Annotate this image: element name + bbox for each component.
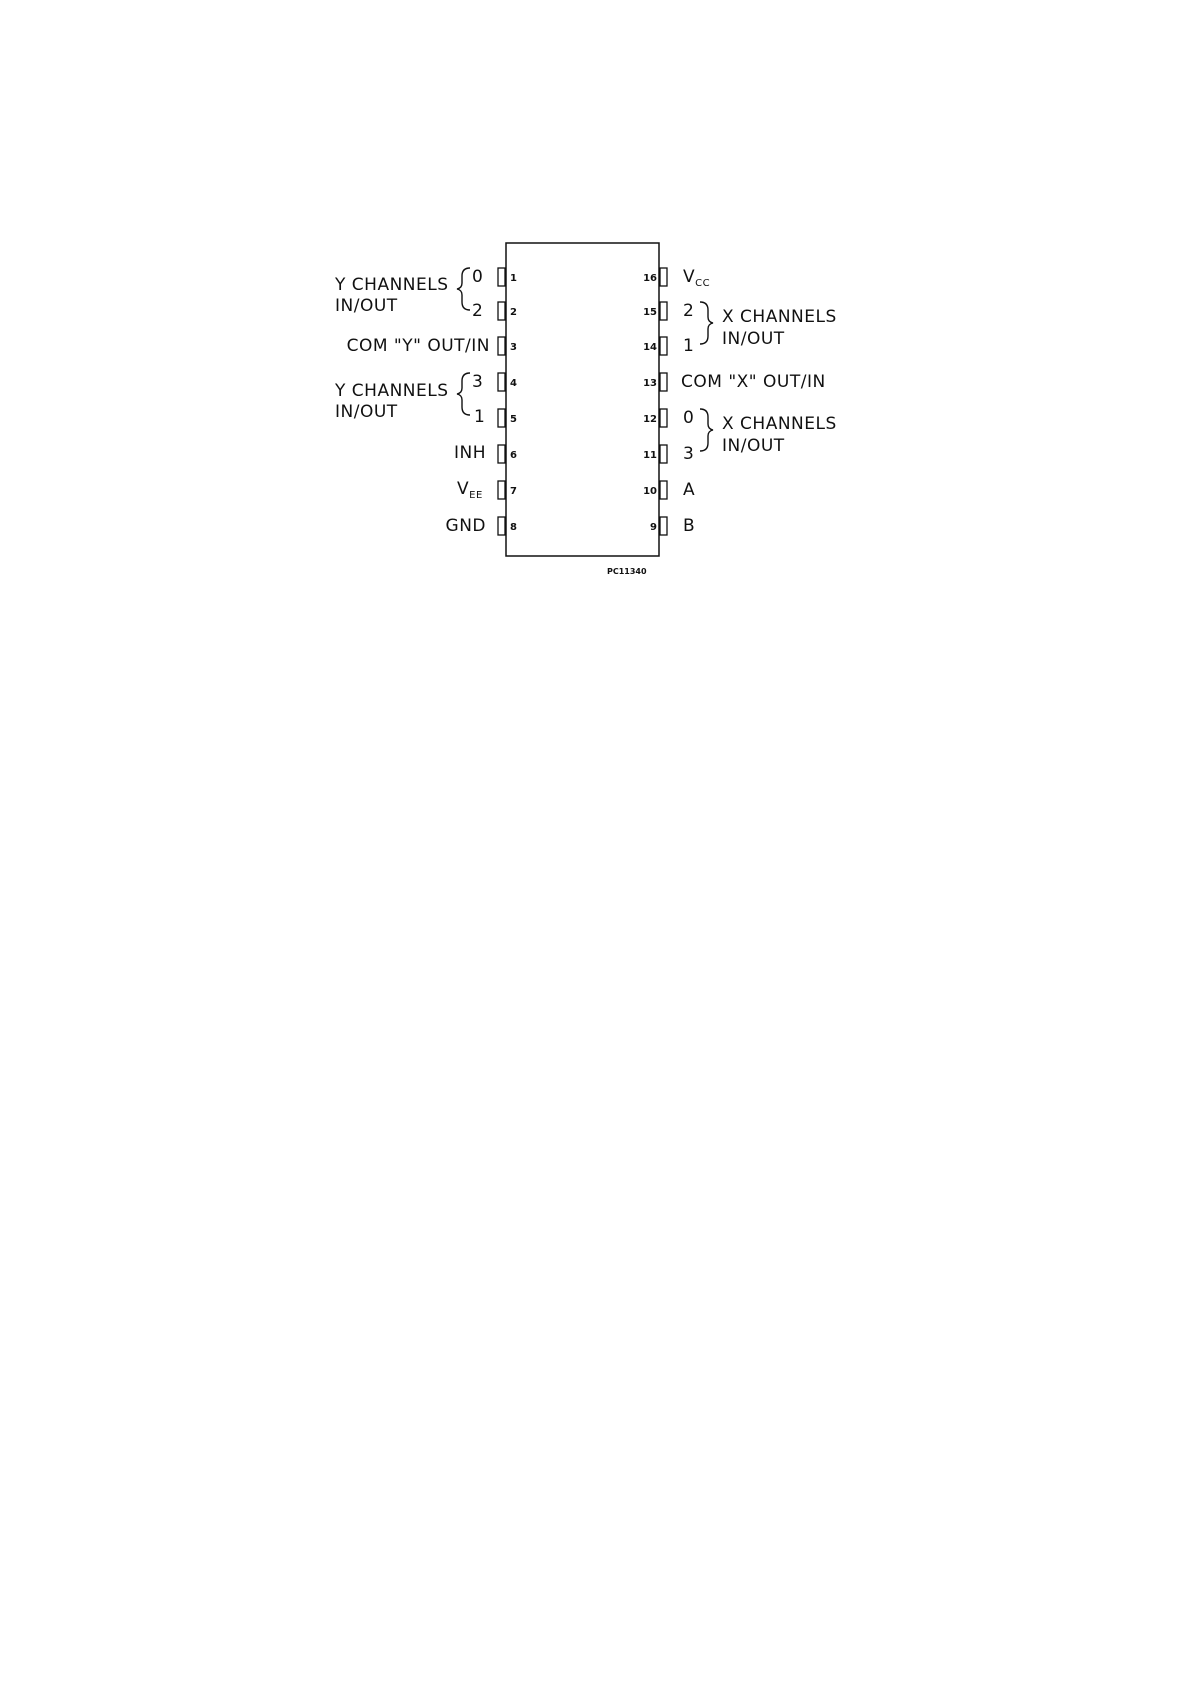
pin-7-label-sub: EE (469, 490, 483, 501)
pin-13-number: 13 (643, 378, 657, 389)
pin-3-number: 3 (510, 342, 517, 353)
x-upper-brace (700, 302, 713, 344)
pin-9-number: 9 (650, 522, 657, 533)
pin-1-label: 0 (472, 267, 484, 287)
figure-id: PC11340 (607, 567, 647, 576)
y-upper-group-line2: IN/OUT (335, 296, 398, 316)
y-upper-group-line1: Y CHANNELS (335, 275, 449, 295)
y-lower-group-line1: Y CHANNELS (335, 381, 449, 401)
pin-16-label (683, 267, 710, 289)
pin-15-number: 15 (643, 307, 657, 318)
pin-15-stub (660, 302, 667, 320)
pin-4-stub (498, 373, 505, 391)
x-lower-group-line2: IN/OUT (722, 436, 785, 456)
pin-16-number: 16 (643, 273, 657, 284)
x-upper-group-label (722, 307, 837, 349)
pin-13-stub (660, 373, 667, 391)
y-lower-group-line2: IN/OUT (335, 402, 398, 422)
pin-9-label: B (683, 516, 696, 536)
pin-11-label: 3 (683, 444, 695, 464)
pin-3-stub (498, 337, 505, 355)
pin-2-label: 2 (472, 301, 484, 321)
pin-7-stub (498, 481, 505, 499)
pin-16-label-main: V (683, 267, 696, 287)
pin-11-number: 11 (643, 450, 657, 461)
pin-11-stub (660, 445, 667, 463)
pin-10-label: A (683, 480, 696, 500)
pin-2-number: 2 (510, 307, 517, 318)
x-lower-group-line1: X CHANNELS (722, 414, 837, 434)
pin-7-label-main: V (457, 479, 470, 499)
pin-10-stub (660, 481, 667, 499)
pin-6-label: INH (453, 443, 486, 463)
pin-4-number: 4 (510, 378, 517, 389)
pin-6-number: 6 (510, 450, 517, 461)
pin-14-label: 1 (683, 336, 695, 356)
pin-12-label: 0 (683, 408, 695, 428)
pin-12-stub (660, 409, 667, 427)
pin-4-label: 3 (472, 372, 484, 392)
x-upper-group-line1: X CHANNELS (722, 307, 837, 327)
pin-8-stub (498, 517, 505, 535)
pin-10-number: 10 (643, 486, 657, 497)
pin-9-stub (660, 517, 667, 535)
pin-16-label-sub: CC (695, 278, 711, 289)
pin-2-stub (498, 302, 505, 320)
pin-12-number: 12 (643, 414, 657, 425)
pin-5-stub (498, 409, 505, 427)
pin-5-number: 5 (510, 414, 517, 425)
y-upper-brace (457, 268, 470, 310)
right-pin-stubs (660, 268, 667, 535)
y-upper-group-label (334, 275, 449, 316)
pin-14-stub (660, 337, 667, 355)
x-lower-brace (700, 409, 713, 451)
x-lower-group-label (722, 414, 837, 456)
y-lower-group-label (334, 381, 449, 422)
y-lower-brace (457, 373, 470, 415)
x-upper-group-line2: IN/OUT (722, 329, 785, 349)
pin-15-label: 2 (683, 301, 695, 321)
pin-16-stub (660, 268, 667, 286)
pin-7-number: 7 (510, 486, 517, 497)
pin-3-label: COM "Y" OUT/IN (346, 336, 490, 356)
pin-1-number: 1 (510, 273, 517, 284)
pin-8-number: 8 (510, 522, 517, 533)
pin-5-label: 1 (474, 407, 486, 427)
left-pin-stubs (498, 268, 505, 535)
pin-6-stub (498, 445, 505, 463)
pin-8-label: GND (445, 516, 486, 536)
pin-14-number: 14 (643, 342, 657, 353)
ic-body (506, 243, 659, 556)
pin-13-label: COM "X" OUT/IN (681, 372, 826, 392)
pin-7-label (457, 479, 483, 501)
pin-1-stub (498, 268, 505, 286)
